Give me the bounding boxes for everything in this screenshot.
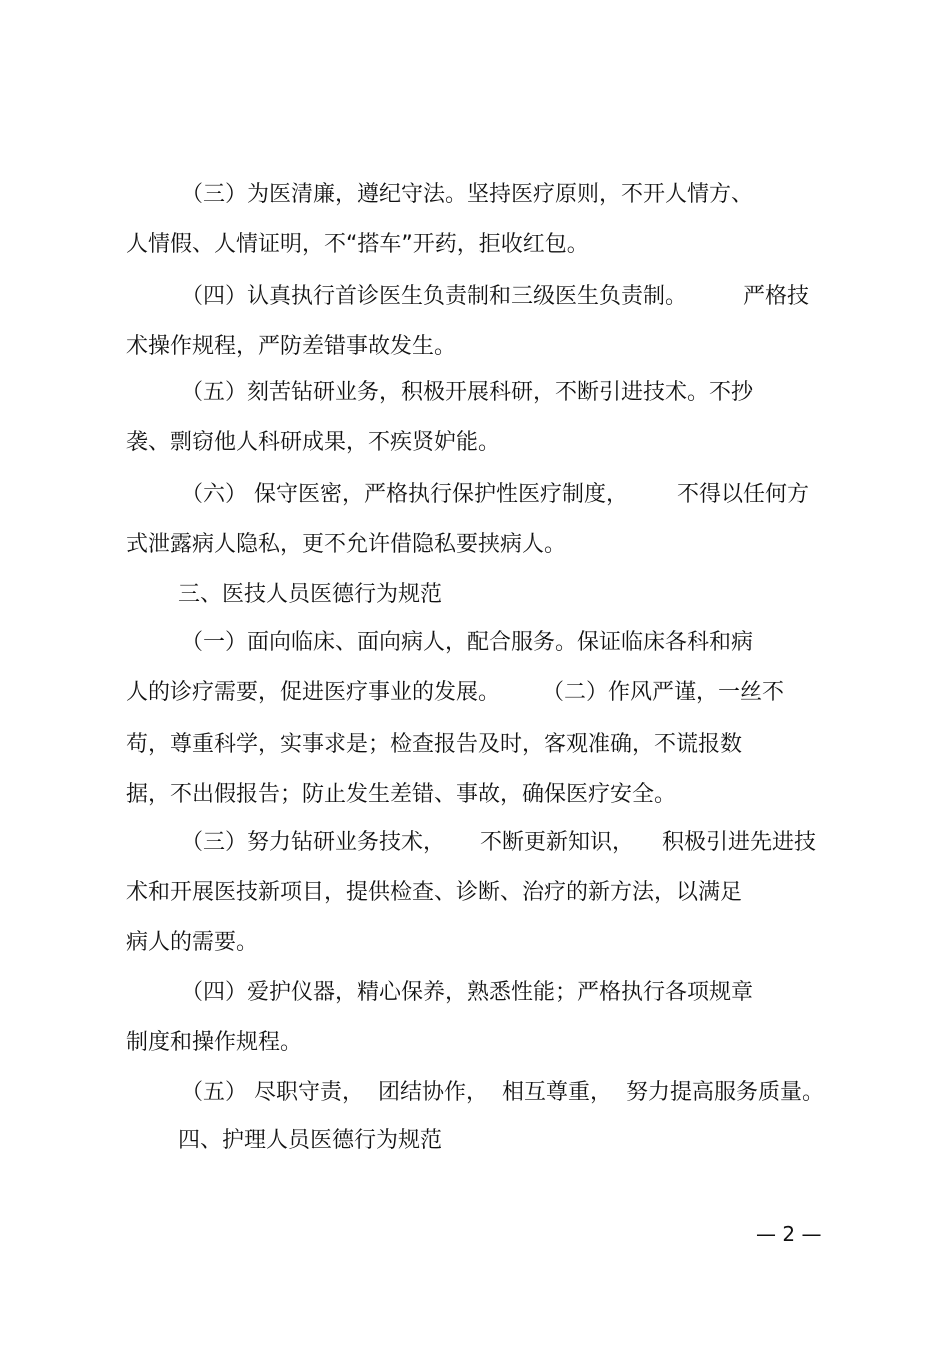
text-line-19: （五） 尽职守责， 团结协作， 相互尊重， 努力提高服务质量。 bbox=[181, 1080, 824, 1105]
text-line-4: 术操作规程，严防差错事故发生。 bbox=[126, 334, 457, 359]
text-line-14: （三）努力钻研业务技术， 不断更新知识， 积极引进先进技 bbox=[181, 830, 816, 855]
text-line-15: 术和开展医技新项目，提供检查、诊断、治疗的新方法，以满足 bbox=[126, 880, 743, 905]
page-number: — 2 — bbox=[756, 1222, 822, 1246]
text-line-12: 苟，尊重科学，实事求是；检查报告及时，客观准确，不谎报数 bbox=[126, 732, 743, 757]
text-line-8: 式泄露病人隐私，更不允许借隐私要挟病人。 bbox=[126, 532, 567, 557]
text-line-5: （五）刻苦钻研业务，积极开展科研，不断引进技术。不抄 bbox=[181, 380, 754, 405]
text-line-7: （六） 保守医密，严格执行保护性医疗制度， 不得以任何方 bbox=[181, 482, 809, 507]
text-line-6: 袭、剽窃他人科研成果，不疾贤妒能。 bbox=[126, 430, 501, 455]
text-line-13: 据，不出假报告；防止发生差错、事故，确保医疗安全。 bbox=[126, 782, 677, 807]
text-line-11: 人的诊疗需要，促进医疗事业的发展。 （二）作风严谨，一丝不 bbox=[126, 680, 784, 705]
section-heading-medtech: 三、医技人员医德行为规范 bbox=[178, 582, 443, 607]
text-line-3: （四）认真执行首诊医生负责制和三级医生负责制。 严格技 bbox=[181, 284, 809, 309]
text-line-17: （四）爱护仪器，精心保养，熟悉性能；严格执行各项规章 bbox=[181, 980, 754, 1005]
section-heading-nursing: 四、护理人员医德行为规范 bbox=[178, 1128, 443, 1153]
text-line-1: （三）为医清廉，遵纪守法。坚持医疗原则，不开人情方、 bbox=[181, 182, 754, 207]
text-line-16: 病人的需要。 bbox=[126, 930, 259, 955]
text-line-10: （一）面向临床、面向病人，配合服务。保证临床各科和病 bbox=[181, 630, 754, 655]
text-line-18: 制度和操作规程。 bbox=[126, 1030, 303, 1055]
text-line-2: 人情假、人情证明，不“搭车”开药，拒收红包。 bbox=[126, 232, 589, 257]
